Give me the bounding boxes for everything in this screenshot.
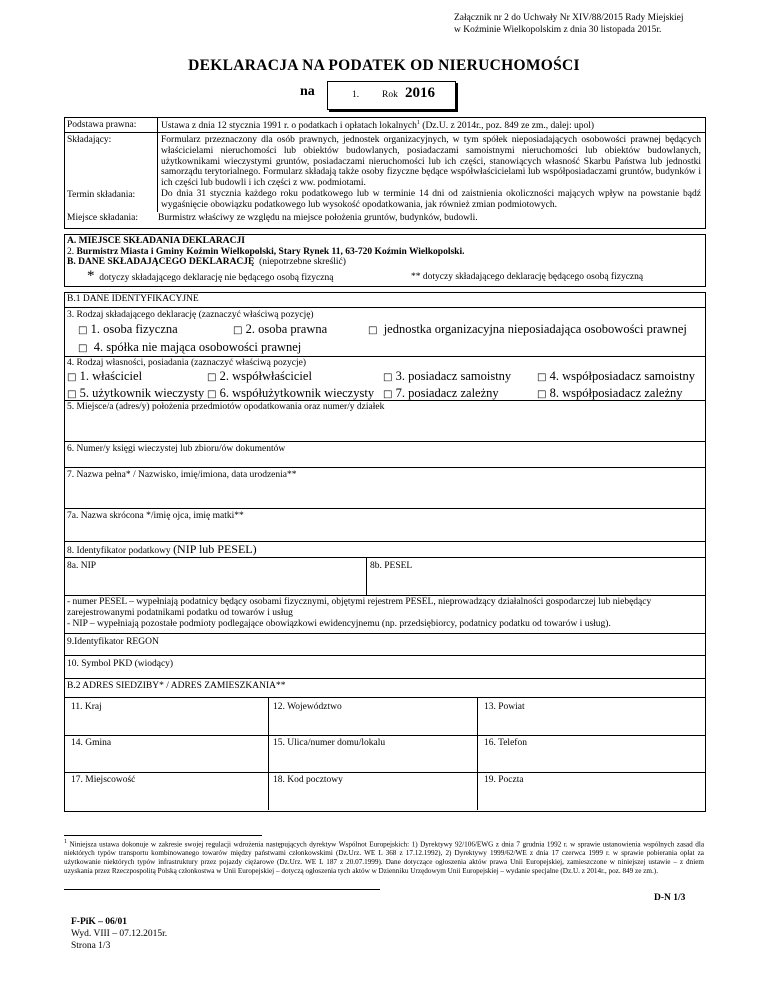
field4-opt6[interactable]: □ 6. współużytkownik wieczysty <box>207 386 375 400</box>
checkbox-icon: □ <box>67 372 77 383</box>
field4-opt2[interactable]: □ 2. współwłaściciel <box>207 369 312 383</box>
field4-opt3[interactable]: □ 3. posiadacz samoistny <box>383 369 512 383</box>
section-a-heading: A. MIEJSCE SKŁADANIA DEKLARACJI <box>67 236 245 246</box>
field12-voivodeship[interactable]: 12. Województwo <box>273 702 342 712</box>
filer-text: Formularz przeznaczony dla osób prawnych, jednostek organizacyjnych, w tym spółek nieposiadających osobowości prawnej będących właścicielami nieruchomości lub obiektów budowlanych, posiadaczami samoistnymi nieruchomości lub obiektów budowlanych, użytkownikami wieczystymi gruntów, posiadaczami nieruchomości lub ich części, stanowiących własność Skarbu Państwa lub jednostki samorządu terytorialnego. Formularz składają także osoby fizyczne będące współwłaścicielami lub współposiadaczami gruntów, budynków i ich części lub budowli i ich części z ww. podmiotami. <box>161 135 701 189</box>
field10-label: 10. Symbol PKD (wiodący) <box>67 659 174 669</box>
section-b-heading: B. DANE SKŁADAJĄCEGO DEKLARACJĘ (niepotrzebne skreślić) <box>67 257 346 267</box>
checkbox-icon: □ <box>368 325 378 336</box>
field5-label: 5. Miejsce/a (adres/y) położenia przedmiotów opodatkowania oraz numer/y działek <box>67 402 385 412</box>
field17-city[interactable]: 17. Miejscowość <box>71 775 136 785</box>
checkbox-icon: □ <box>207 372 217 383</box>
field4-opt7[interactable]: □ 7. posiadacz zależny <box>383 386 499 400</box>
document-title: DEKLARACJA NA PODATEK OD NIERUCHOMOŚCI <box>188 57 580 74</box>
doc-code: D-N 1/3 <box>654 893 686 903</box>
legal-basis-text: Ustawa z dnia 12 stycznia 1991 r. o podatkach i opłatach lokalnych$^1$ (Dz.U. z 2014r., poz. 849 ze zm., dalej: upol) <box>161 120 595 132</box>
star-note-2: ** dotyczy składającego deklarację będącego osobą fizyczną <box>411 272 644 282</box>
field19-post-office[interactable]: 19. Poczta <box>484 775 524 785</box>
field16-phone[interactable]: 16. Telefon <box>484 738 527 748</box>
footnote: $^1$ Niniejsza ustawa dokonuje w zakresie swojej regulacji wdrożenia następujących dyrektyw Wspólnot Europejskich: 1) Dyrektywy 92/106/EWG z dnia 7 grudnia 1992 r. w sprawie ustanowienia wspólnych zasad dla niektórych typów transportu kombinowanego towarów między państwami członkowskimi (Dz.Urz. WE L 368 z 17.12.1992), 2) Dyrektywy 1999/62/WE z dnia 17 czerwca 1999 r. w sprawie pobierania opłat za użytkowanie niektórych typów infrastruktury przez pojazdy ciężarowe (Dz.Urz. WE L 187 z 20.07.1999). Dane dotyczące ogłoszenia aktów prawa Unii Europejskiej, zamieszczone w niniejszej ustawie – z dniem uzyskania przez Rzeczpospolitą Polską członkostwa w Unii Europejskiej – dotyczą ogłoszenia tych aktów w Dzienniku Urzędowym Unii Europejskiej – wydanie specjalne (Dz.U. z 2014r., poz. 849 ze zm.). <box>64 839 705 876</box>
field3-opt3[interactable]: □ jednostka organizacyjna nieposiadająca osobowości prawnej <box>368 322 687 336</box>
year-value[interactable]: 2016 <box>405 85 435 101</box>
field4-opt4[interactable]: □ 4. współposiadacz samoistny <box>537 369 696 383</box>
field4-opt1[interactable]: □ 1. właściciel <box>67 369 143 383</box>
checkbox-icon: □ <box>78 343 88 354</box>
edition: Wyd. VIII – 07.12.2015r. <box>71 929 168 939</box>
place-label: Miejsce składania: <box>67 213 138 223</box>
field9-label: 9.Identyfikator REGON <box>67 637 159 647</box>
field6-label: 6. Numer/y księgi wieczystej lub zbioru/ów dokumentów <box>67 444 286 454</box>
b1-heading: B.1 DANE IDENTYFIKACYJNE <box>67 294 199 304</box>
year-box[interactable] <box>327 81 456 110</box>
filer-label: Składający: <box>67 135 112 145</box>
field-number-1: 1. <box>352 90 360 100</box>
checkbox-icon: □ <box>207 389 217 400</box>
checkbox-icon: □ <box>233 325 243 336</box>
form-code: F-PiK – 06/01 <box>71 917 127 927</box>
star-note-1: * dotyczy składającego deklarację nie będącego osobą fizyczną <box>87 268 334 284</box>
place-text: Burmistrz właściwy ze względu na miejsce położenia gruntów, budynków, budowli. <box>158 213 478 223</box>
checkbox-icon: □ <box>383 389 393 400</box>
field3-opt2[interactable]: □ 2. osoba prawna <box>233 322 328 336</box>
field7-label: 7. Nazwa pełna* / Nazwisko, imię/imiona, data urodzenia** <box>67 470 297 480</box>
pesel-note: - numer PESEL – wypełniają podatnicy będący osobami fizycznymi, objętymi rejestrem PESEL, nieprowadzący działalności gospodarczej lub niebędący zarejestrowanymi podatnikami podatku od towarów i usług <box>67 597 652 618</box>
b2-heading: B.2 ADRES SIEDZIBY* / ADRES ZAMIESZKANIA** <box>67 681 286 691</box>
annex-line-2: w Koźminie Wielkopolskim z dnia 30 listopada 2015r. <box>454 25 662 35</box>
deadline-text: Do dnia 31 stycznia każdego roku podatkowego lub w terminie 14 dni od zaistnienia okoliczności mających wpływ na powstanie bądź wygaśnięcie obowiązku podatkowego lub wysokość opodatkowania, jak również zmian podmiotowych. <box>161 189 701 210</box>
field3-label: 3. Rodzaj składającego deklarację (zaznaczyć właściwą pozycję) <box>67 310 314 320</box>
field3-opt4[interactable]: □ 4. spółka nie mająca osobowości prawnej <box>78 340 302 354</box>
annex-line-1: Załącznik nr 2 do Uchwały Nr XIV/88/2015 Rady Miejskiej <box>454 13 684 23</box>
legal-basis-label: Podstawa prawna: <box>67 120 137 130</box>
deadline-label: Termin składania: <box>67 190 136 200</box>
field15-street[interactable]: 15. Ulica/numer domu/lokalu <box>273 738 386 748</box>
nip-note: - NIP – wypełniają pozostałe podmioty podlegające obowiązkowi ewidencyjnemu (np. przedsiębiorcy, podatnicy podatku od towarów i usług). <box>67 619 611 629</box>
field4-label: 4. Rodzaj własności, posiadania (zaznaczyć właściwą pozycje) <box>67 358 306 368</box>
field13-county[interactable]: 13. Powiat <box>484 702 525 712</box>
checkbox-icon: □ <box>537 389 547 400</box>
na-label: na <box>300 84 315 99</box>
section-a-line2: 2. Burmistrz Miasta i Gminy Koźmin Wielkopolski, Stary Rynek 11, 63-720 Koźmin Wielkopolski. <box>67 247 465 257</box>
year-label: Rok <box>382 90 398 100</box>
field8b-pesel[interactable]: 8b. PESEL <box>370 561 413 571</box>
field11-country[interactable]: 11. Kraj <box>71 702 102 712</box>
annex-note <box>454 12 704 36</box>
page-number: Strona 1/3 <box>71 941 111 951</box>
field8a-nip[interactable]: 8a. NIP <box>67 561 97 571</box>
field4-opt8[interactable]: □ 8. współposiadacz zależny <box>537 386 683 400</box>
field4-opt5[interactable]: □ 5. użytkownik wieczysty <box>67 386 205 400</box>
field14-municipality[interactable]: 14. Gmina <box>71 738 112 748</box>
field18-postcode[interactable]: 18. Kod pocztowy <box>273 775 343 785</box>
checkbox-icon: □ <box>78 325 88 336</box>
field7a-label: 7a. Nazwa skrócona */imię ojca, imię matki** <box>67 511 244 521</box>
field8-label: 8. Identyfikator podatkowy (NIP lub PESEL) <box>67 542 257 556</box>
checkbox-icon: □ <box>67 389 77 400</box>
field3-opt1[interactable]: □ 1. osoba fizyczna <box>78 322 178 336</box>
checkbox-icon: □ <box>537 372 547 383</box>
checkbox-icon: □ <box>383 372 393 383</box>
